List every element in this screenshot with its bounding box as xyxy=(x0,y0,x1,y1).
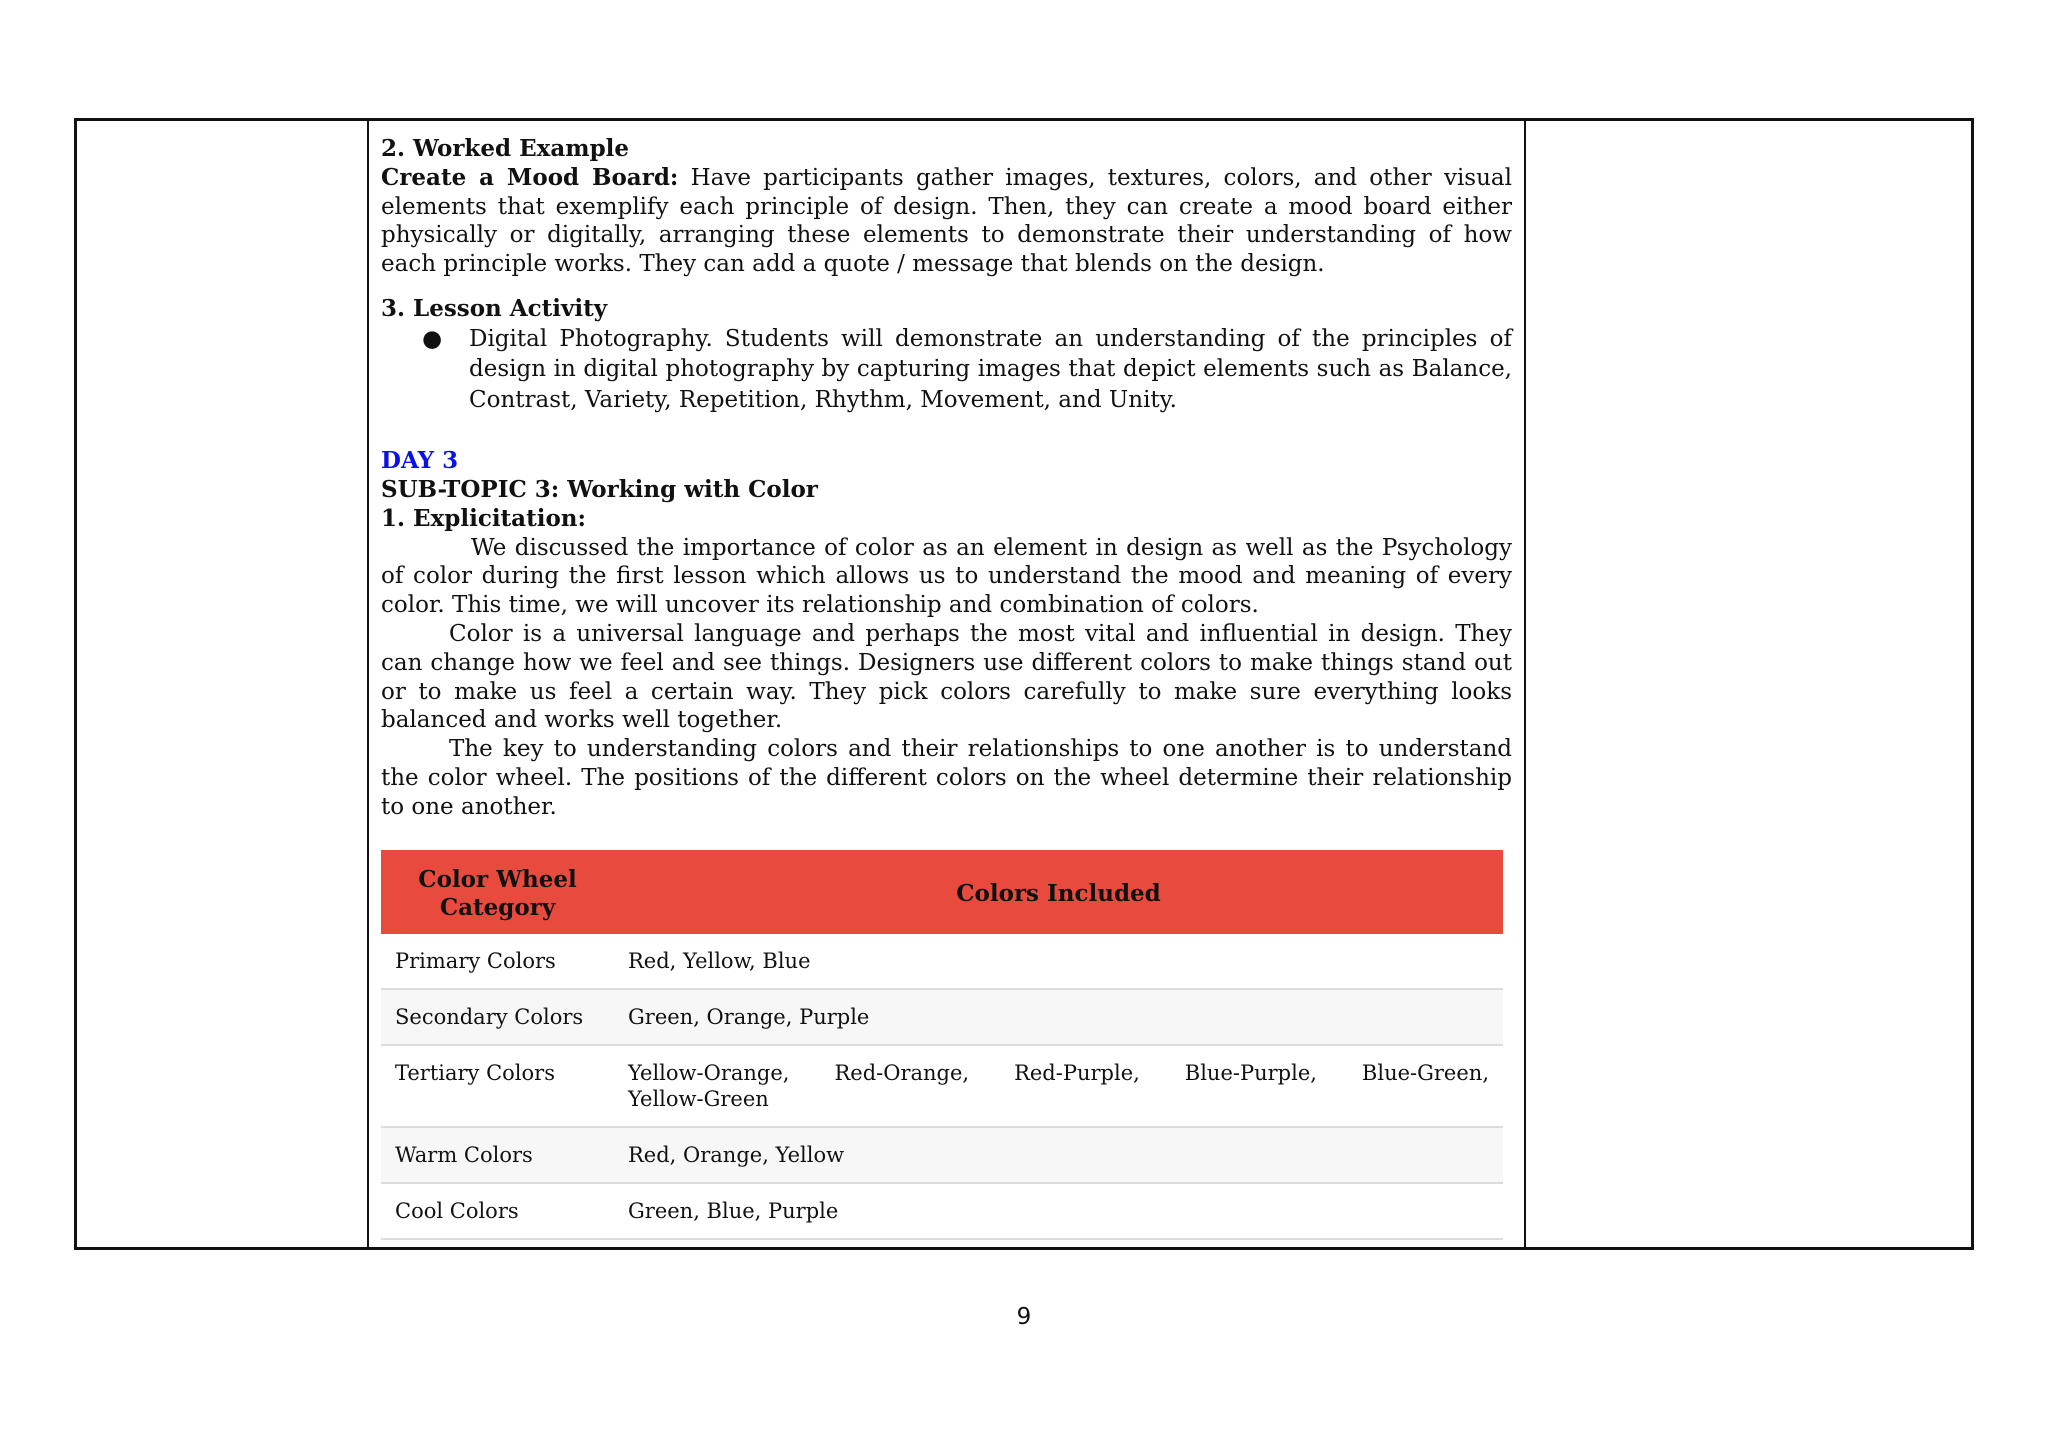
colors-cell: Red, Yellow, Blue xyxy=(614,934,1503,989)
colors-cell: Green, Orange, Purple xyxy=(614,989,1503,1045)
table-row xyxy=(381,1045,1503,1127)
paragraph: We discussed the importance of color as an element in design as well as the Psychology of color during the first lesson which allows us to understand the mood and meaning of every color. This time, we will uncover its relationship and combination of colors. xyxy=(381,534,1512,619)
colors-cell: Red, Orange, Yellow xyxy=(614,1127,1503,1183)
table-row xyxy=(381,989,1503,1045)
lesson-activity-heading: 3. Lesson Activity xyxy=(381,294,608,322)
subtopic-heading: SUB-TOPIC 3: Working with Color xyxy=(381,476,818,504)
lesson-activity-item-text: Digital Photography. Students will demonstrate an understanding of the principles of design in digital photography by capturing images that depict elements such as Balance, Contrast, Variety, Repetition, Rhythm, Movement, and Unity. xyxy=(469,325,1512,413)
bullet-icon: ● xyxy=(422,325,443,352)
table-row xyxy=(381,1127,1503,1183)
column-header: Colors Included xyxy=(614,850,1503,934)
explicitation-heading: 1. Explicitation: xyxy=(381,504,587,532)
main-content-column xyxy=(369,121,1526,1247)
mood-board-text: Have participants gather images, textures, colors, and other visual elements that exemplify each principle of design. Then, they can create a mood board either physically or digitally, arranging these elements to demonstrate their understanding of how each principle works. They can add a quote / message that blends on the design. xyxy=(381,164,1512,278)
paragraph: Color is a universal language and perhaps the most vital and influential in design. They can change how we feel and see things. Designers use different colors to make things stand out or to make us feel a certain way. They pick colors carefully to make sure everything looks balanced and works well together. xyxy=(381,621,1512,734)
mood-board-label: Create a Mood Board: xyxy=(381,163,679,191)
color-item: Yellow-Orange, xyxy=(628,1060,790,1085)
lesson-plan-table xyxy=(74,118,1974,1250)
table-row xyxy=(381,1183,1503,1239)
color-item: Red-Purple, xyxy=(1014,1060,1140,1085)
colors-cell: Green, Blue, Purple xyxy=(614,1183,1503,1239)
page-number: 9 xyxy=(1016,1304,1032,1330)
category-cell: Secondary Colors xyxy=(381,989,614,1045)
category-cell: Warm Colors xyxy=(381,1127,614,1183)
color-item: Blue-Green, xyxy=(1361,1060,1489,1085)
table-row xyxy=(381,934,1503,989)
list-item xyxy=(381,324,1512,416)
colors-cell xyxy=(614,1045,1503,1127)
category-cell: Tertiary Colors xyxy=(381,1045,614,1127)
paragraph: The key to understanding colors and their relationships to one another is to understand the color wheel. The positions of the different colors on the wheel determine their relationship to one another. xyxy=(381,736,1512,820)
table-header-row xyxy=(381,850,1503,934)
category-cell: Primary Colors xyxy=(381,934,614,989)
color-item: Yellow-Green xyxy=(628,1086,769,1111)
day-label: DAY 3 xyxy=(381,447,459,475)
lesson-activity-list xyxy=(381,324,1512,416)
color-item: Blue-Purple, xyxy=(1184,1060,1317,1085)
color-wheel-table xyxy=(381,850,1503,1240)
color-item: Red-Orange, xyxy=(834,1060,970,1085)
right-column xyxy=(1526,121,1971,1247)
column-header: Color Wheel Category xyxy=(381,850,614,934)
worked-example-heading: 2. Worked Example xyxy=(381,135,630,162)
mood-board-paragraph xyxy=(381,164,1512,279)
tertiary-colors-line xyxy=(628,1060,1489,1086)
left-column xyxy=(77,121,369,1247)
category-cell: Cool Colors xyxy=(381,1183,614,1239)
